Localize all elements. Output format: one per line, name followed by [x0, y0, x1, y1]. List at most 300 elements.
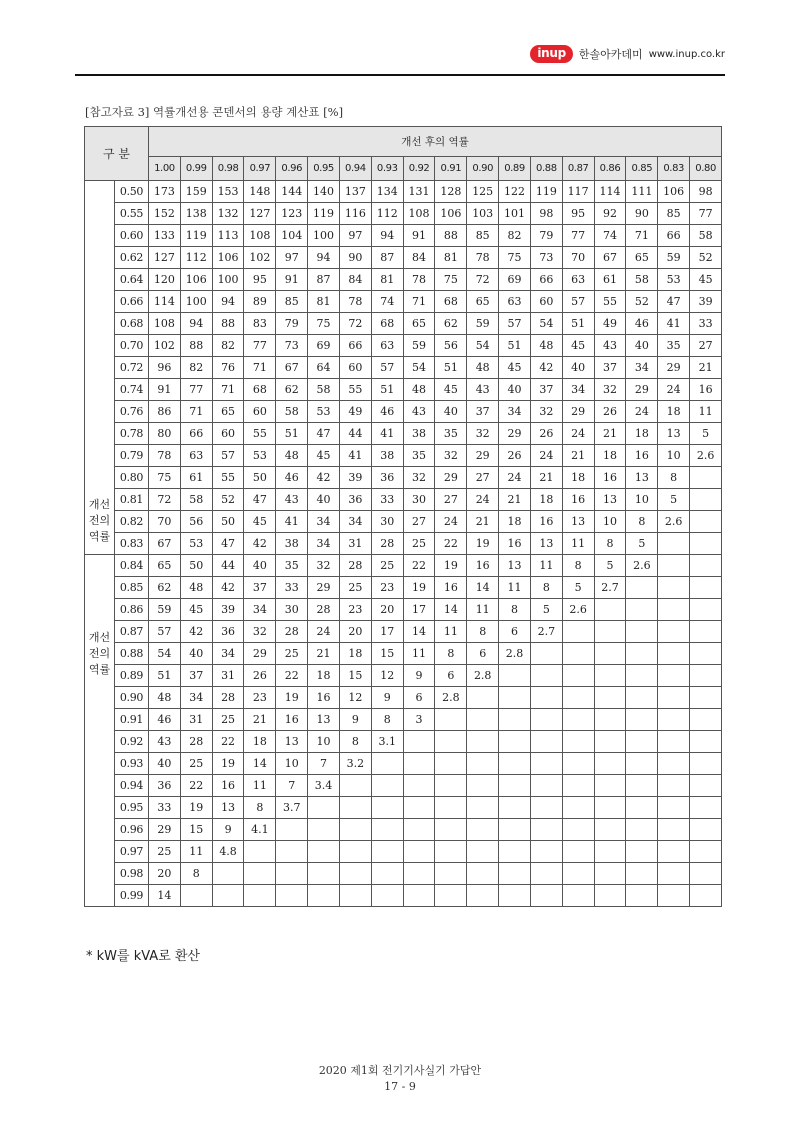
capacity-cell: 113 — [212, 225, 244, 247]
capacity-cell — [499, 687, 531, 709]
capacity-cell: 5 — [594, 555, 626, 577]
capacity-cell — [530, 731, 562, 753]
capacity-cell: 75 — [308, 313, 340, 335]
capacity-cell: 94 — [212, 291, 244, 313]
capacity-cell: 173 — [149, 181, 181, 203]
capacity-cell: 34 — [562, 379, 594, 401]
capacity-cell — [594, 797, 626, 819]
corner-label: 구 분 — [85, 127, 149, 181]
capacity-cell: 104 — [276, 225, 308, 247]
capacity-cell: 23 — [244, 687, 276, 709]
capacity-cell — [658, 819, 690, 841]
capacity-cell: 47 — [308, 423, 340, 445]
capacity-cell: 29 — [467, 445, 499, 467]
capacity-cell: 102 — [149, 335, 181, 357]
capacity-cell: 77 — [562, 225, 594, 247]
table-row — [85, 577, 722, 599]
capacity-cell: 48 — [403, 379, 435, 401]
capacity-cell: 29 — [499, 423, 531, 445]
capacity-cell — [530, 687, 562, 709]
capacity-cell: 46 — [371, 401, 403, 423]
capacity-cell: 44 — [212, 555, 244, 577]
capacity-cell — [690, 577, 722, 599]
table-row — [85, 665, 722, 687]
capacity-cell: 41 — [276, 511, 308, 533]
capacity-cell: 91 — [149, 379, 181, 401]
capacity-cell: 32 — [403, 467, 435, 489]
capacity-cell: 40 — [626, 335, 658, 357]
capacity-cell: 94 — [180, 313, 212, 335]
capacity-cell: 100 — [308, 225, 340, 247]
before-pf-cell: 0.62 — [115, 247, 149, 269]
capacity-cell: 3.1 — [371, 731, 403, 753]
table-row — [85, 335, 722, 357]
table-row — [85, 709, 722, 731]
before-pf-cell: 0.80 — [115, 467, 149, 489]
capacity-cell: 159 — [180, 181, 212, 203]
column-header: 0.99 — [180, 157, 212, 181]
capacity-cell: 40 — [499, 379, 531, 401]
capacity-cell: 95 — [244, 269, 276, 291]
capacity-cell: 38 — [276, 533, 308, 555]
capacity-cell: 29 — [149, 819, 181, 841]
capacity-cell: 138 — [180, 203, 212, 225]
capacity-cell: 13 — [658, 423, 690, 445]
capacity-cell: 90 — [626, 203, 658, 225]
capacity-cell: 6 — [467, 643, 499, 665]
before-pf-cell: 0.96 — [115, 819, 149, 841]
capacity-cell: 22 — [435, 533, 467, 555]
capacity-cell: 144 — [276, 181, 308, 203]
capacity-cell: 32 — [244, 621, 276, 643]
capacity-cell: 32 — [594, 379, 626, 401]
capacity-cell: 76 — [212, 357, 244, 379]
capacity-cell — [467, 753, 499, 775]
group-label-cell — [85, 401, 115, 423]
capacity-cell: 137 — [339, 181, 371, 203]
capacity-cell: 3.7 — [276, 797, 308, 819]
capacity-cell: 49 — [339, 401, 371, 423]
table-row — [85, 797, 722, 819]
capacity-cell: 38 — [371, 445, 403, 467]
table-row — [85, 731, 722, 753]
capacity-cell: 47 — [212, 533, 244, 555]
capacity-cell: 51 — [371, 379, 403, 401]
capacity-cell: 97 — [339, 225, 371, 247]
capacity-cell: 35 — [403, 445, 435, 467]
capacity-cell — [339, 775, 371, 797]
capacity-cell: 12 — [371, 665, 403, 687]
before-pf-cell: 0.72 — [115, 357, 149, 379]
capacity-cell: 58 — [626, 269, 658, 291]
table-row — [85, 269, 722, 291]
capacity-cell: 55 — [339, 379, 371, 401]
capacity-cell: 10 — [276, 753, 308, 775]
capacity-cell: 85 — [658, 203, 690, 225]
capacity-cell — [371, 753, 403, 775]
capacity-cell: 12 — [339, 687, 371, 709]
capacity-cell: 131 — [403, 181, 435, 203]
capacity-cell: 40 — [435, 401, 467, 423]
table-row — [85, 489, 722, 511]
capacity-cell: 108 — [244, 225, 276, 247]
capacity-cell — [403, 819, 435, 841]
capacity-cell — [339, 841, 371, 863]
capacity-cell: 25 — [276, 643, 308, 665]
capacity-cell: 43 — [403, 401, 435, 423]
before-pf-cell: 0.99 — [115, 885, 149, 907]
capacity-cell — [499, 709, 531, 731]
capacity-cell — [339, 885, 371, 907]
capacity-cell: 71 — [403, 291, 435, 313]
capacity-cell: 82 — [180, 357, 212, 379]
capacity-cell — [690, 753, 722, 775]
capacity-cell — [276, 885, 308, 907]
table-row — [85, 885, 722, 907]
capacity-cell: 67 — [149, 533, 181, 555]
capacity-cell — [658, 731, 690, 753]
table-row — [85, 313, 722, 335]
group-label-cell — [85, 797, 115, 819]
capacity-cell — [530, 775, 562, 797]
table-row — [85, 467, 722, 489]
capacity-cell: 28 — [339, 555, 371, 577]
capacity-cell: 37 — [594, 357, 626, 379]
capacity-cell: 10 — [626, 489, 658, 511]
table-row — [85, 643, 722, 665]
capacity-cell: 50 — [244, 467, 276, 489]
capacity-cell: 57 — [499, 313, 531, 335]
group-label-cell — [85, 467, 115, 489]
capacity-cell: 60 — [212, 423, 244, 445]
capacity-cell: 21 — [499, 489, 531, 511]
capacity-cell: 9 — [371, 687, 403, 709]
capacity-cell — [594, 753, 626, 775]
capacity-cell — [371, 819, 403, 841]
capacity-cell: 57 — [149, 621, 181, 643]
capacity-cell: 2.6 — [690, 445, 722, 467]
capacity-cell: 13 — [276, 731, 308, 753]
capacity-cell: 65 — [403, 313, 435, 335]
capacity-cell: 114 — [594, 181, 626, 203]
capacity-cell: 53 — [244, 445, 276, 467]
capacity-cell: 24 — [435, 511, 467, 533]
capacity-cell — [690, 489, 722, 511]
capacity-cell: 48 — [149, 687, 181, 709]
capacity-cell: 27 — [690, 335, 722, 357]
capacity-cell — [562, 731, 594, 753]
capacity-cell: 91 — [403, 225, 435, 247]
capacity-cell: 111 — [626, 181, 658, 203]
capacity-cell: 35 — [435, 423, 467, 445]
capacity-cell — [371, 863, 403, 885]
capacity-cell — [244, 841, 276, 863]
capacity-cell — [658, 885, 690, 907]
after-pf-label: 개선 후의 역률 — [149, 127, 722, 157]
before-pf-cell: 0.81 — [115, 489, 149, 511]
capacity-cell — [562, 621, 594, 643]
capacity-cell: 35 — [658, 335, 690, 357]
capacity-cell — [562, 643, 594, 665]
capacity-cell: 11 — [403, 643, 435, 665]
capacity-cell: 42 — [180, 621, 212, 643]
capacity-cell — [530, 665, 562, 687]
capacity-cell — [594, 731, 626, 753]
capacity-cell: 14 — [403, 621, 435, 643]
before-pf-cell: 0.78 — [115, 423, 149, 445]
capacity-cell — [308, 819, 340, 841]
capacity-cell: 16 — [467, 555, 499, 577]
capacity-cell — [467, 709, 499, 731]
capacity-cell — [562, 775, 594, 797]
capacity-cell — [626, 577, 658, 599]
table-row — [85, 775, 722, 797]
capacity-cell: 112 — [371, 203, 403, 225]
capacity-cell — [658, 775, 690, 797]
capacity-cell: 40 — [562, 357, 594, 379]
capacity-cell: 43 — [276, 489, 308, 511]
capacity-cell — [435, 753, 467, 775]
capacity-cell: 52 — [626, 291, 658, 313]
capacity-cell — [530, 885, 562, 907]
capacity-cell — [594, 775, 626, 797]
capacity-cell: 33 — [276, 577, 308, 599]
capacity-cell: 28 — [371, 533, 403, 555]
capacity-cell: 63 — [371, 335, 403, 357]
capacity-cell: 50 — [180, 555, 212, 577]
capacity-cell: 27 — [467, 467, 499, 489]
capacity-cell: 108 — [403, 203, 435, 225]
column-header: 1.00 — [149, 157, 181, 181]
capacity-cell: 28 — [180, 731, 212, 753]
header-divider — [75, 74, 725, 76]
brand-logo — [530, 45, 725, 63]
capacity-cell — [594, 709, 626, 731]
capacity-cell: 61 — [594, 269, 626, 291]
capacity-cell: 86 — [149, 401, 181, 423]
capacity-cell: 38 — [403, 423, 435, 445]
group-label-cell — [85, 181, 115, 203]
capacity-cell: 37 — [244, 577, 276, 599]
capacity-cell: 55 — [244, 423, 276, 445]
capacity-cell: 56 — [435, 335, 467, 357]
group-label-cell — [85, 225, 115, 247]
group-label-cell — [85, 423, 115, 445]
capacity-cell — [626, 841, 658, 863]
page-header — [75, 40, 725, 74]
capacity-cell: 40 — [149, 753, 181, 775]
capacity-cell: 6 — [435, 665, 467, 687]
column-header: 0.96 — [276, 157, 308, 181]
capacity-cell: 112 — [180, 247, 212, 269]
capacity-cell: 19 — [403, 577, 435, 599]
capacity-cell: 88 — [180, 335, 212, 357]
capacity-cell: 43 — [594, 335, 626, 357]
table-caption: [참고자료 3] 역률개선용 콘덴서의 용량 계산표 [%] — [85, 105, 344, 119]
capacity-cell: 128 — [435, 181, 467, 203]
capacity-cell: 16 — [308, 687, 340, 709]
capacity-cell — [690, 797, 722, 819]
capacity-cell: 11 — [244, 775, 276, 797]
capacity-cell: 71 — [180, 401, 212, 423]
table-note: * kW를 kVA로 환산 — [86, 949, 200, 964]
capacity-cell: 77 — [180, 379, 212, 401]
group-label-cell — [85, 599, 115, 621]
capacity-cell: 80 — [149, 423, 181, 445]
capacity-cell: 63 — [180, 445, 212, 467]
capacity-cell: 57 — [562, 291, 594, 313]
capacity-cell — [690, 643, 722, 665]
capacity-cell: 3.2 — [339, 753, 371, 775]
capacity-cell: 18 — [244, 731, 276, 753]
before-pf-cell: 0.55 — [115, 203, 149, 225]
capacity-cell — [244, 863, 276, 885]
capacity-cell: 82 — [212, 335, 244, 357]
capacity-cell: 60 — [530, 291, 562, 313]
capacity-cell: 18 — [594, 445, 626, 467]
capacity-cell: 23 — [339, 599, 371, 621]
capacity-cell: 37 — [180, 665, 212, 687]
capacity-cell — [562, 665, 594, 687]
capacity-cell: 41 — [658, 313, 690, 335]
capacity-cell — [403, 841, 435, 863]
capacity-cell: 103 — [467, 203, 499, 225]
capacity-cell: 46 — [276, 467, 308, 489]
column-header: 0.88 — [530, 157, 562, 181]
capacity-cell: 16 — [435, 577, 467, 599]
capacity-cell: 39 — [212, 599, 244, 621]
table-row — [85, 291, 722, 313]
capacity-cell — [339, 863, 371, 885]
capacity-cell: 70 — [149, 511, 181, 533]
capacity-cell: 35 — [276, 555, 308, 577]
capacity-cell: 42 — [308, 467, 340, 489]
capacity-cell: 24 — [499, 467, 531, 489]
capacity-cell: 9 — [403, 665, 435, 687]
capacity-cell: 8 — [626, 511, 658, 533]
capacity-cell: 36 — [149, 775, 181, 797]
capacity-cell — [499, 885, 531, 907]
before-pf-cell: 0.82 — [115, 511, 149, 533]
column-header: 0.90 — [467, 157, 499, 181]
capacity-cell: 74 — [371, 291, 403, 313]
capacity-cell — [594, 599, 626, 621]
capacity-cell: 44 — [339, 423, 371, 445]
capacity-cell — [658, 577, 690, 599]
capacity-cell: 54 — [530, 313, 562, 335]
capacity-cell: 94 — [371, 225, 403, 247]
before-pf-cell: 0.91 — [115, 709, 149, 731]
capacity-cell: 119 — [530, 181, 562, 203]
capacity-cell: 58 — [690, 225, 722, 247]
capacity-cell: 32 — [530, 401, 562, 423]
capacity-cell: 32 — [435, 445, 467, 467]
table-row — [85, 445, 722, 467]
capacity-cell: 22 — [403, 555, 435, 577]
capacity-cell: 26 — [499, 445, 531, 467]
table-body — [85, 181, 722, 907]
column-header: 0.97 — [244, 157, 276, 181]
capacity-cell: 78 — [403, 269, 435, 291]
capacity-cell — [690, 555, 722, 577]
capacity-cell: 114 — [149, 291, 181, 313]
capacity-cell — [308, 885, 340, 907]
capacity-cell — [658, 709, 690, 731]
capacity-cell — [690, 687, 722, 709]
capacity-cell — [499, 819, 531, 841]
capacity-cell: 48 — [276, 445, 308, 467]
capacity-cell: 88 — [435, 225, 467, 247]
capacity-cell: 63 — [562, 269, 594, 291]
capacity-cell: 25 — [371, 555, 403, 577]
capacity-cell: 5 — [690, 423, 722, 445]
table-row — [85, 599, 722, 621]
capacity-cell — [435, 731, 467, 753]
capacity-cell: 40 — [308, 489, 340, 511]
capacity-cell: 42 — [530, 357, 562, 379]
capacity-cell: 36 — [339, 489, 371, 511]
capacity-cell: 48 — [530, 335, 562, 357]
capacity-cell: 15 — [180, 819, 212, 841]
group-label-cell — [85, 753, 115, 775]
capacity-cell: 2.8 — [467, 665, 499, 687]
capacity-cell: 49 — [594, 313, 626, 335]
capacity-cell — [530, 753, 562, 775]
capacity-cell: 51 — [435, 357, 467, 379]
capacity-cell — [626, 709, 658, 731]
capacity-cell — [658, 665, 690, 687]
group-label-cell — [85, 203, 115, 225]
capacity-cell: 19 — [212, 753, 244, 775]
capacity-cell: 11 — [562, 533, 594, 555]
capacity-cell — [562, 709, 594, 731]
capacity-cell — [403, 731, 435, 753]
capacity-cell: 2.7 — [530, 621, 562, 643]
table-row — [85, 379, 722, 401]
capacity-cell: 46 — [626, 313, 658, 335]
column-header: 0.98 — [212, 157, 244, 181]
capacity-cell — [594, 885, 626, 907]
capacity-cell: 30 — [371, 511, 403, 533]
capacity-cell: 11 — [690, 401, 722, 423]
capacity-cell: 77 — [690, 203, 722, 225]
capacity-cell: 45 — [562, 335, 594, 357]
before-pf-cell: 0.89 — [115, 665, 149, 687]
capacity-cell: 13 — [594, 489, 626, 511]
capacity-cell: 70 — [562, 247, 594, 269]
capacity-cell: 52 — [690, 247, 722, 269]
capacity-cell — [435, 819, 467, 841]
capacity-cell — [658, 863, 690, 885]
capacity-cell: 42 — [212, 577, 244, 599]
capacity-cell — [658, 643, 690, 665]
capacity-cell: 17 — [371, 621, 403, 643]
capacity-cell: 21 — [244, 709, 276, 731]
capacity-cell: 68 — [244, 379, 276, 401]
capacity-cell: 22 — [276, 665, 308, 687]
capacity-cell: 72 — [149, 489, 181, 511]
capacity-cell: 51 — [149, 665, 181, 687]
group-label-cell: 개선 전의 역률 — [85, 489, 115, 555]
capacity-cell: 24 — [530, 445, 562, 467]
group-label-cell — [85, 269, 115, 291]
page-number: 17 - 9 — [384, 1080, 416, 1093]
column-header: 0.93 — [371, 157, 403, 181]
capacity-cell: 73 — [530, 247, 562, 269]
capacity-cell — [594, 819, 626, 841]
capacity-cell: 11 — [530, 555, 562, 577]
capacity-cell: 119 — [308, 203, 340, 225]
